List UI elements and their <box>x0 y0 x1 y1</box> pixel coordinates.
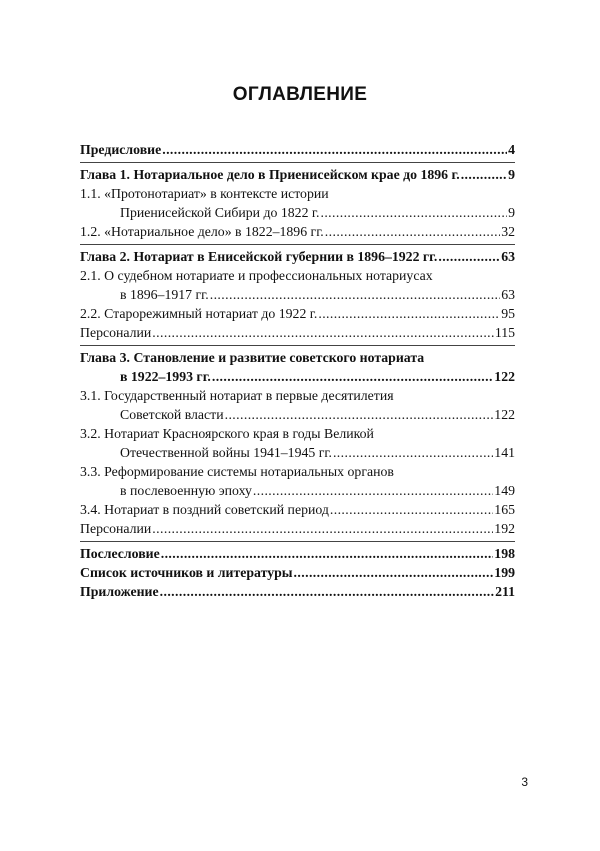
divider <box>80 244 515 245</box>
toc-entry-section-2-2[interactable] <box>80 304 515 323</box>
toc-entry-persons-2[interactable] <box>80 519 515 538</box>
dot-leader <box>152 519 493 538</box>
toc-entry-section-3-2[interactable] <box>80 424 515 462</box>
dot-leader <box>225 405 494 424</box>
dot-leader <box>212 367 493 386</box>
toc-entry-title-line-2: Отечественной войны 1941–1945 гг. <box>120 445 332 460</box>
dot-leader <box>333 443 493 462</box>
toc-entry-title-line-2: Советской власти <box>120 407 224 422</box>
dot-leader <box>152 323 494 342</box>
dot-leader <box>161 544 494 563</box>
dot-leader <box>294 563 494 582</box>
dot-leader <box>330 500 493 519</box>
toc-entry-section-3-4[interactable] <box>80 500 515 519</box>
dot-leader <box>162 140 507 159</box>
toc-entry-chapter-2[interactable] <box>80 247 515 266</box>
toc-entry-preface[interactable] <box>80 140 515 159</box>
toc-entry-page: 198 <box>494 546 515 561</box>
page-number: 3 <box>521 775 528 789</box>
toc-entry-section-3-1[interactable] <box>80 386 515 424</box>
dot-leader <box>160 582 494 601</box>
divider <box>80 345 515 346</box>
toc-entry-page: 165 <box>494 502 515 517</box>
toc-entry-page: 199 <box>494 565 515 580</box>
divider <box>80 541 515 542</box>
toc-entry-section-3-3[interactable] <box>80 462 515 500</box>
toc-entry-chapter-3[interactable] <box>80 348 515 386</box>
dot-leader <box>461 165 507 184</box>
page-title: ОГЛАВЛЕНИЕ <box>232 84 368 105</box>
toc-entry-section-1-2[interactable] <box>80 222 515 241</box>
toc-entry-title-line-1: 3.1. Государственный нотариат в первые десятилетия <box>80 388 394 403</box>
toc-entry-page: 192 <box>494 521 515 536</box>
toc-entry-page: 32 <box>501 224 515 239</box>
toc-entry-title: Список источников и литературы <box>80 565 293 580</box>
toc-entry-page: 4 <box>508 142 515 157</box>
toc-entry-title: Глава 1. Нотариальное дело в Приенисейском крае до 1896 г. <box>80 167 460 182</box>
toc-entry-page: 9 <box>508 167 515 182</box>
toc-entry-title-line-2: в 1896–1917 гг. <box>120 287 209 302</box>
dot-leader <box>318 304 500 323</box>
toc-entry-page: 211 <box>495 584 515 599</box>
toc-entry-chapter-1[interactable] <box>80 165 515 184</box>
divider <box>80 162 515 163</box>
toc-entry-title-line-1: 1.1. «Протонотариат» в контексте истории <box>80 186 329 201</box>
toc-entry-persons-1[interactable] <box>80 323 515 342</box>
toc-entry-title: Персоналии <box>80 521 152 536</box>
dot-leader <box>438 247 500 266</box>
toc-entry-title-line-1: 2.1. О судебном нотариате и профессиональных нотариусах <box>80 268 433 283</box>
toc-entry-afterword[interactable] <box>80 544 515 563</box>
toc-entry-title-line-2: Приенисейской Сибири до 1822 г. <box>120 205 320 220</box>
dot-leader <box>320 203 507 222</box>
toc-entry-title-line-1: 3.3. Реформирование системы нотариальных органов <box>80 464 394 479</box>
toc-entry-title: Персоналии <box>80 325 152 340</box>
toc-entry-title-line-2: в послевоенную эпоху <box>120 483 252 498</box>
toc-entry-title: Предисловие <box>80 142 162 157</box>
toc-entry-page: 122 <box>494 407 515 422</box>
toc-entry-title-line-2: в 1922–1993 гг. <box>120 369 211 384</box>
toc-entry-appendix[interactable] <box>80 582 515 601</box>
toc-entry-page: 63 <box>501 249 515 264</box>
toc-entry-sources[interactable] <box>80 563 515 582</box>
toc-entry-page: 63 <box>501 287 515 302</box>
toc-entry-title-line-1: 3.2. Нотариат Красноярского края в годы Великой <box>80 426 374 441</box>
table-of-contents <box>80 140 515 601</box>
toc-entry-page: 115 <box>494 325 515 340</box>
toc-entry-title: 3.4. Нотариат в поздний советский период <box>80 502 329 517</box>
toc-entry-title-line-1: Глава 3. Становление и развитие советского нотариата <box>80 350 425 365</box>
toc-entry-page: 95 <box>501 306 515 321</box>
toc-entry-page: 149 <box>494 483 515 498</box>
toc-entry-page: 9 <box>508 205 515 220</box>
toc-entry-title: Послесловие <box>80 546 160 561</box>
dot-leader <box>210 285 500 304</box>
dot-leader <box>253 481 493 500</box>
toc-entry-title: Приложение <box>80 584 159 599</box>
toc-entry-page: 141 <box>494 445 515 460</box>
toc-entry-section-2-1[interactable] <box>80 266 515 304</box>
toc-entry-section-1-1[interactable] <box>80 184 515 222</box>
dot-leader <box>325 222 500 241</box>
toc-entry-title: Глава 2. Нотариат в Енисейской губернии в 1896–1922 гг. <box>80 249 438 264</box>
toc-entry-title: 2.2. Старорежимный нотариат до 1922 г. <box>80 306 318 321</box>
toc-entry-page: 122 <box>494 369 515 384</box>
toc-entry-title: 1.2. «Нотариальное дело» в 1822–1896 гг. <box>80 224 324 239</box>
